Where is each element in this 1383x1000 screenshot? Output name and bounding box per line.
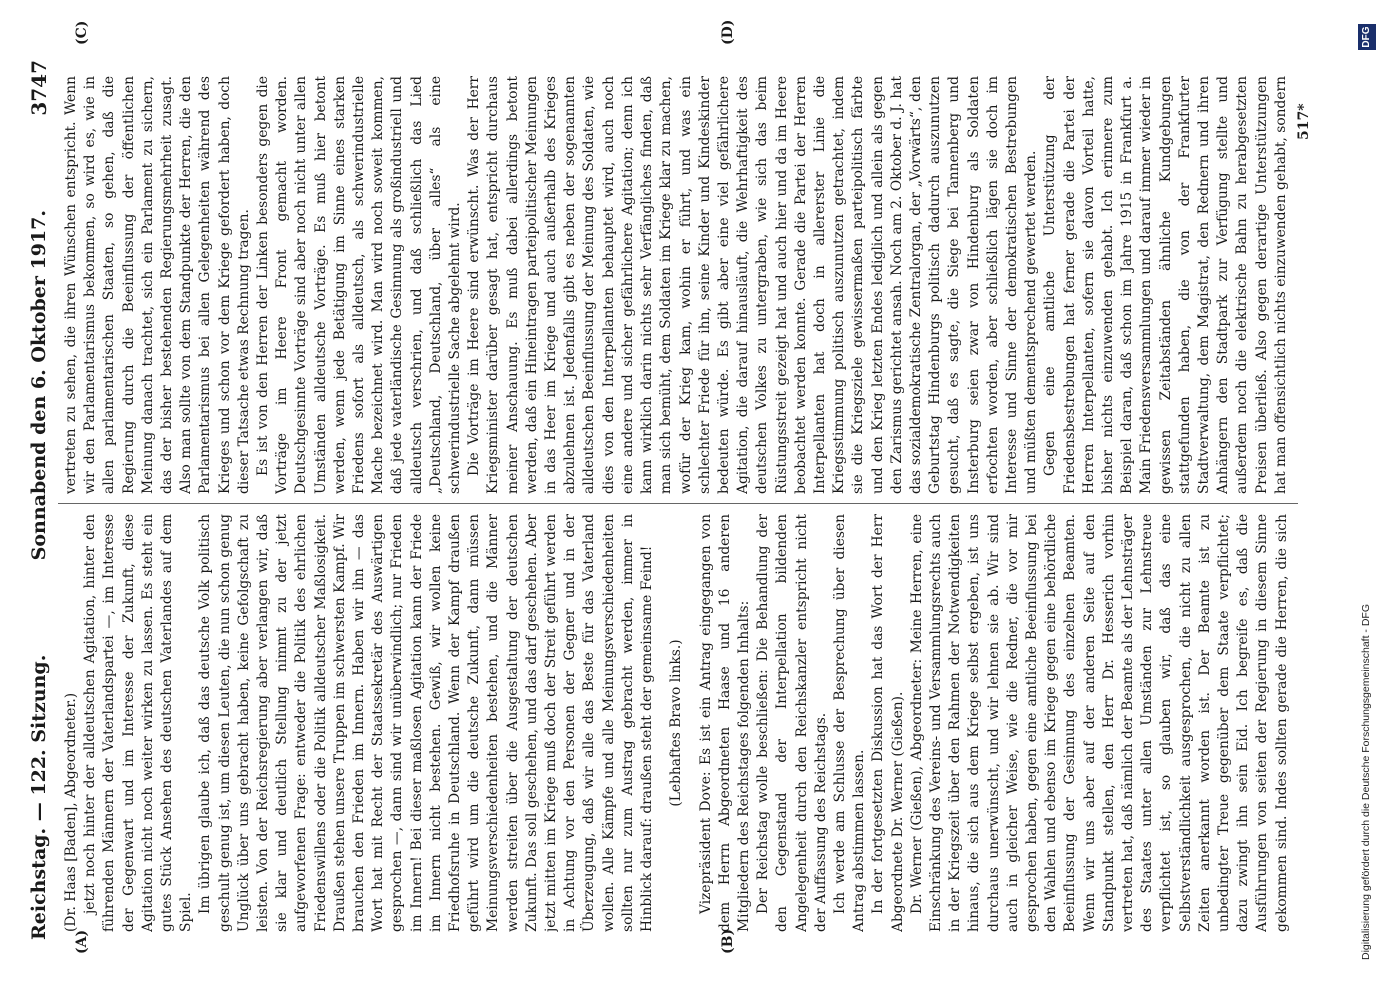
text-column-left (62, 514, 1292, 932)
paragraph: Dr. Werner (Gießen), Abgeordneter: Meine Herren, eine Einschränkung des Vereins- und Versammlungsrechts auch in der Kriegszeit über den Rahmen der Notwendigkeiten hinaus, die sich aus dem Kriege selbst ergeben, ist uns durchaus unerwünscht, und wir lehnen sie ab. Wir sind auch in gleicher Weise, wie die Redner, die vor mir gesprochen haben, gegen eine amtliche Beeinflussung bei den Wahlen und ebenso im Kriege gegen eine behördliche Beeinflussung der Gesinnung des einzelnen Beamten. Wenn wir uns aber auf der anderen Seite auf den Standpunkt stellen, den Herr Dr. Hesserich vorhin vertreten hat, daß nämlich der Beamte als der Lehnsträger des Staates unter allen Umständen zur Lehnstreue verpflichtet ist, so glauben wir, daß das eine Selbstverständlichkeit ausgesprochen, die nicht zu allen Zeiten anerkannt worden ist. Der Beamte ist zu unbedingter Treue gegenüber dem Staate verpflichtet; dazu zwingt ihn sein Eid. Ich begreife es, daß die Ausführungen von seiten der Regierung in diesem Sinne gekommen sind. Indes sollten gerade die Herren, die sich (908, 514, 1290, 932)
paragraph: jetzt noch hinter der alldeutschen Agitation, hinter den führenden Männern der Vaterlandspartei —, im Interesse der Gegenwart und im Interesse der Zukunft, diese Agitation nicht noch weiter wirken zu lassen. Es steht ein gutes Stück Ansehen des deutschen Vaterlandes auf dem Spiel. (82, 514, 195, 932)
paragraph: Es ist von den Herren der Linken besonders gegen die Vorträge im Heere Front gemacht worden. Deutschgesinnte Vorträge sind aber noch nicht unter allen Umständen alldeutsche Vorträge. Es muß hier betont werden, wenn jede Betätigung im Sinne eines starken Friedens sofort als alldeutsch, als schwerindustrielle Mache bezeichnet wird. Man wird noch soweit kommen, daß jede vaterländische Gesinnung als großindustriell und alldeutsch verschrien, und daß schließlich das Lied „Deutschland, Deutschland, über alles“ als eine schwerindustrielle Sache abgelehnt wird. (255, 76, 464, 494)
credit-strip (1352, 0, 1383, 1000)
paragraph: In der fortgesetzten Diskussion hat das Wort der Herr Abgeordnete Dr. Werner (Gießen). (870, 514, 906, 932)
text-column-right (62, 76, 1292, 494)
header-left: Reichstag. — 122. Sitzung. (28, 654, 50, 940)
paragraph: Ich werde am Schlusse der Besprechung über diesen Antrag abstimmen lassen. (831, 514, 868, 932)
column-divider (58, 503, 1298, 504)
page-number: 3747 (27, 60, 51, 116)
header-date: Sonnabend den 6. Oktober 1917. (28, 210, 50, 561)
paragraph: (Lebhaftes Bravo links.) (668, 639, 685, 807)
paragraph: Die Vorträge im Heere sind erwünscht. Was der Herr Kriegsminister darüber gesagt hat, entspricht durchaus meiner Anschauung. Es muß dabei allerdings betont werden, daß ein Hineintragen parteipolitischer Meinungen in das Heer im Kriege und auch außerhalb des Krieges abzulehnen ist. Jedenfalls gibt es neben der sogenannten alldeutschen Beeinflussung der Meinung des Soldaten, wie dies von den Interpellanten behauptet wird, auch noch eine andere und sicher gefährlichere Agitation; denn ich kann wirklich darin nichts sehr Verfängliches finden, daß man sich bemüht, dem Soldaten im Kriege klar zu machen, wofür der Krieg kam, wohin er führt, und was ein schlechter Friede für ihn, seine Kinder und Kindeskinder bedeuten würde. Es gibt aber eine viel gefährlichere Agitation, die darauf hinausläuft, die Wehrhaftigkeit des deutschen Volkes zu untergraben, wie sich das beim Rüstungsstreit gezeigt hat und auch hier und da im Heere beobachtet werden konnte. Gerade die Partei der Herren Interpellanten hat doch in allererster Linie die Kriegsstimmung politisch auszunutzen getrachtet, indem sie die Kriegsziele gewissermaßen parteipolitisch färbte und den Krieg letzten Endes lediglich und allein als gegen den Zarismus gerichtet ansah. Noch am 2. Oktober d. J. hat das sozialdemokratische Zentralorgan, der „Vorwärts“, den Geburtstag Hindenburgs politisch dadurch auszunutzen gesucht, daß es sagte, die Siege bei Tannenberg und Insterburg seien zwar von Hindenburg als Soldaten erfochten worden, aber schließlich lägen sie doch im Interesse und Sinne der demokratischen Bestrebungen und müßten dementsprechend gewertet werden. (466, 76, 1040, 494)
paragraph: Der Reichstag wolle beschließen: Die Behandlung der den Gegenstand der Interpellation bildenden Angelegenheit durch den Reichskanzler entspricht nicht der Auffassung des Reichstags. (755, 514, 829, 932)
margin-mark-d: (D) (720, 19, 736, 45)
paragraph: (Dr. Haas [Baden], Abgeordneter.) (63, 692, 79, 932)
margin-mark-a: (A) (74, 929, 90, 954)
credit-text: Digitalisierung gefördert durch die Deutsche Forschungsgemeinschaft - DFG (1360, 603, 1372, 960)
dfg-logo: DFG (1358, 24, 1376, 50)
paragraph: vertreten zu sehen, die ihren Wünschen entspricht. Wenn wir den Parlamentarismus bekommen, so wird es, wie in allen parlamentarischen Staaten, so gehen, daß die Regierung durch die Beeinflussung der öffentlichen Meinung danach trachtet, sich ein Parlament zu sichern, das der bisher bestehenden Regierungsmehrheit zusagt. Also man sollte von dem Standpunkte der Herren, die den Parlamentarismus bei allen Gelegenheiten während des Krieges und schon vor dem Kriege gefordert haben, doch dieser Tatsache etwas Rechnung tragen. (63, 76, 252, 494)
paragraph: Im übrigen glaube ich, daß das deutsche Volk politisch geschult genug ist, um diesen Leuten, die nun schon genug Unglück über uns gebracht haben, keine Gefolgschaft zu leisten. Von der Reichsregierung aber verlangen wir, daß sie klar und deutlich Stellung nimmt zu der jetzt aufgeworfenen Frage: entweder die Politik des ehrlichen Friedenswillens oder die Politik alldeutscher Maßlosigkeit. Draußen stehen unsere Truppen im schwersten Kampf. Wir brauchen den Frieden im Innern. Haben wir ihn — das Wort hat mit Recht der Staatssekretär des Auswärtigen gesprochen —, dann sind wir unüberwindlich; nur Frieden im Innern! Bei dieser maßlosen Agitation kann der Friede im Innern nicht bestehen. Gewiß, wir wollen keine Friedhofsruhe in Deutschland. Wenn der Kampf draußen geführt wird um die deutsche Zukunft, dann müssen Meinungsverschiedenheiten bestehen, und die Männer werden streiten über die Ausgestaltung der deutschen Zukunft. Das soll geschehen, und das darf geschehen. Aber jetzt mitten im Kriege muß doch der Streit geführt werden in Achtung vor den Personen der Gegner und in der Überzeugung, daß wir alle das Beste für das Vaterland wollen. Alle Kämpfe und alle Meinungsverschiedenheiten sollten nur zum Austrag gebracht werden, immer in Hinblick darauf: draußen steht der gemeinsame Feind! (197, 514, 656, 932)
paragraph: Vizepräsident Dove: Es ist ein Antrag eingegangen von dem Herrn Abgeordneten Haase und 16 anderen Mitgliedern des Reichstages folgenden Inhalts: (697, 514, 752, 932)
margin-mark-b: (B) (720, 928, 736, 954)
paragraph: Gegen eine amtliche Unterstützung der Friedensbestrebungen hat ferner gerade die Partei der Herren Interpellanten, sofern sie davon Vorteil hatte, bisher nichts einzuwenden gehabt. Ich erinnere zum Beispiel daran, daß schon im Jahre 1915 in Frankfurt a. Main Friedensversammlungen und darauf immer wieder in gewissen Zeitabständen ähnliche Kundgebungen stattgefunden haben, die von der Frankfurter Stadtverwaltung, dem Magistrat, den Rednern und ihren Anhängern den Stadtpark zur Verfügung stellte und außerdem noch die elektrische Bahn zu herabgesetzten Preisen überließ. Also gegen derartige Unterstützungen hat man offensichtlich nichts einzuwenden gehabt, sondern (1042, 76, 1289, 494)
margin-mark-c: (C) (74, 20, 90, 45)
page-header (22, 60, 56, 940)
signature-mark: 517* (1296, 103, 1312, 140)
